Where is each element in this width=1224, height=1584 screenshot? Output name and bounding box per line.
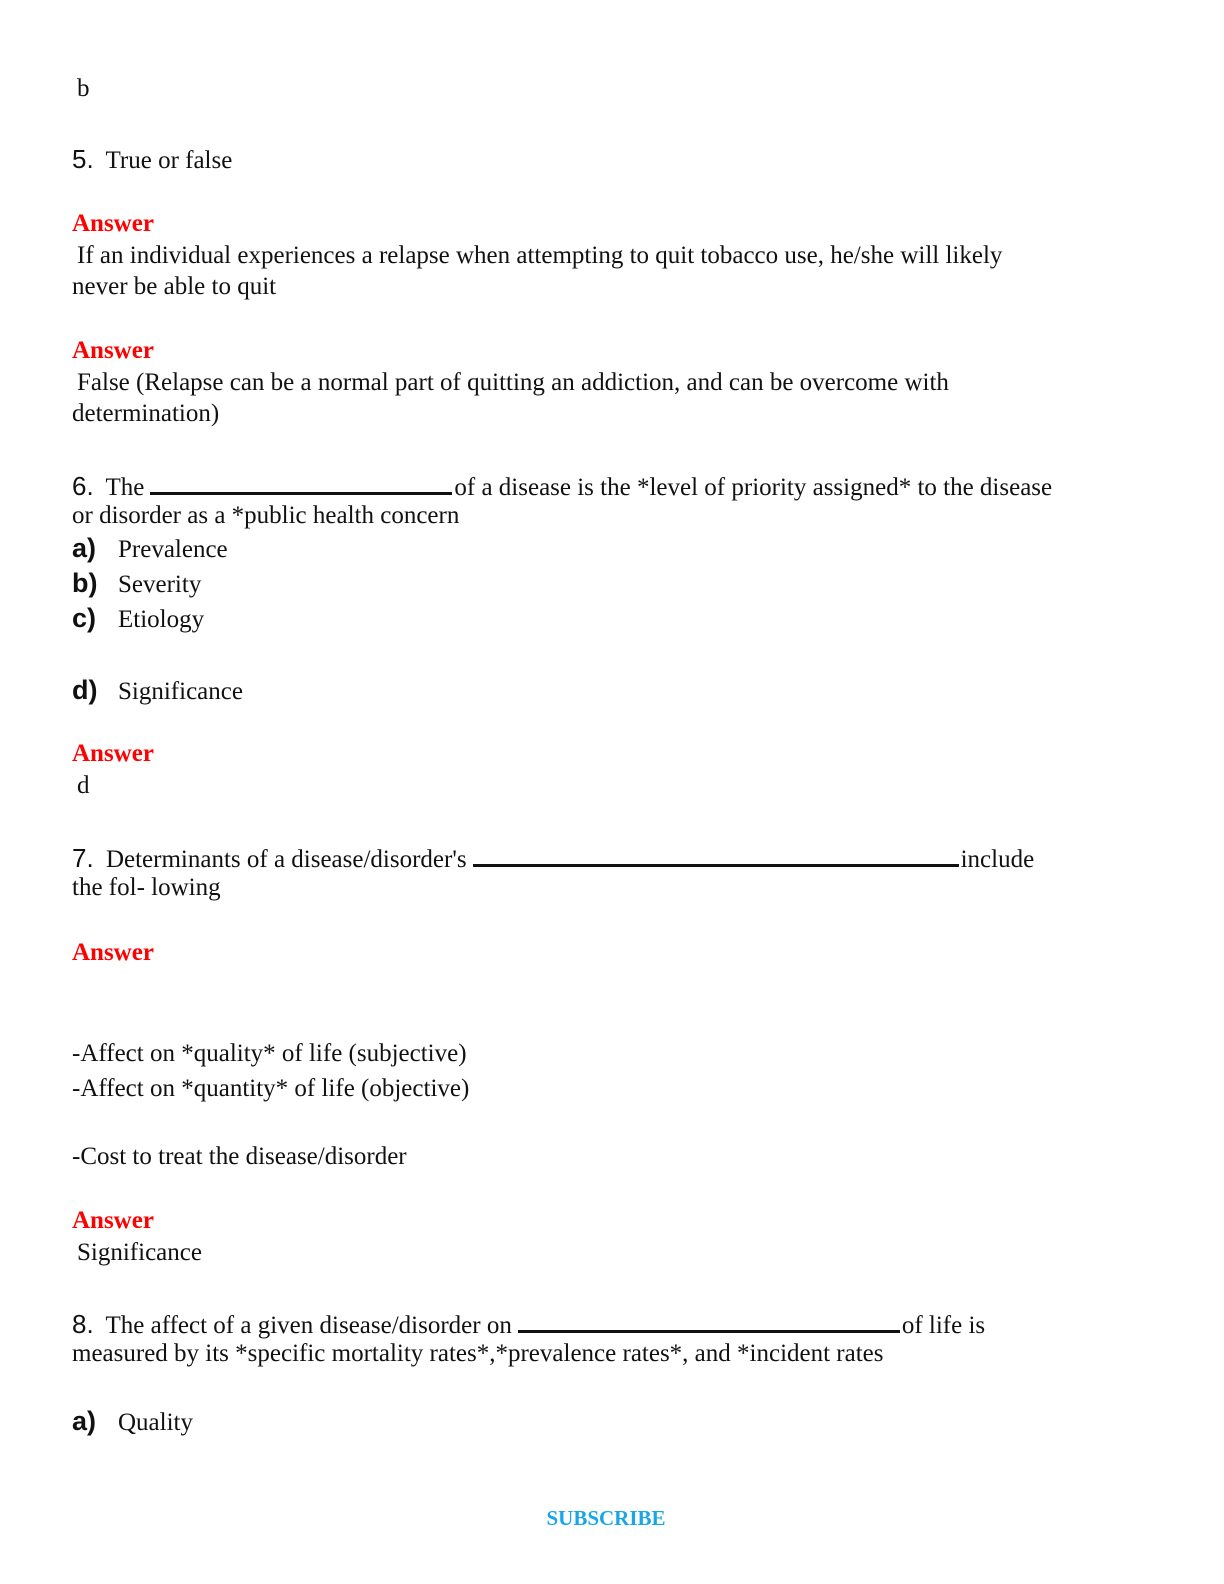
option-c <box>72 603 204 635</box>
question-6 <box>72 470 1052 503</box>
option-text: Prevalence <box>118 536 228 563</box>
question-7 <box>72 842 1034 875</box>
answer-text-line1: False (Relapse can be a normal part of quitting an addiction, and can be overcome with <box>77 369 949 396</box>
question-number: 8. <box>72 1309 94 1339</box>
question-number: 7. <box>72 843 94 873</box>
option-letter: b) <box>72 568 98 598</box>
answer-text: Significance <box>77 1239 202 1266</box>
list-item: -Affect on *quantity* of life (objective) <box>72 1075 470 1102</box>
option-a <box>72 1406 193 1438</box>
option-letter: c) <box>72 603 97 633</box>
question-prompt-start: Determinants of a disease/disorder's <box>105 846 467 873</box>
option-text: Quality <box>118 1409 193 1436</box>
option-a <box>72 533 228 565</box>
fill-in-blank <box>473 842 959 867</box>
answer-text: d <box>77 772 90 799</box>
list-item: -Cost to treat the disease/disorder <box>72 1143 407 1170</box>
question-number: 5. <box>72 144 94 174</box>
question-prompt-line2: the fol- lowing <box>72 874 221 901</box>
option-letter: a) <box>72 1406 97 1436</box>
fill-in-blank <box>518 1308 900 1333</box>
question-statement-line2: never be able to quit <box>72 273 277 300</box>
question-statement-line1: If an individual experiences a relapse when attempting to quit tobacco use, he/she will likely <box>77 242 1003 269</box>
question-prompt-start: The affect of a given disease/disorder on <box>105 1312 512 1339</box>
answer-label: Answer <box>72 337 154 364</box>
answer-label: Answer <box>72 740 154 767</box>
question-5 <box>72 144 232 176</box>
question-prompt-line2: measured by its *specific mortality rates*,*prevalence rates*, and *incident rates <box>72 1340 884 1367</box>
question-prompt-line2: or disorder as a *public health concern <box>72 502 460 529</box>
option-letter: a) <box>72 533 97 563</box>
list-item: -Affect on *quality* of life (subjective) <box>72 1040 467 1067</box>
fill-in-blank <box>150 470 452 495</box>
option-text: Etiology <box>118 606 205 633</box>
answer-text-line2: determination) <box>72 400 220 427</box>
question-prompt-end: of a disease is the *level of priority assigned* to the disease <box>454 474 1053 501</box>
question-number: 6. <box>72 471 94 501</box>
answer-label: Answer <box>72 210 154 237</box>
question-prompt-end: include <box>960 846 1035 873</box>
option-b <box>72 568 201 600</box>
option-text: Significance <box>118 678 243 705</box>
previous-answer-letter: b <box>77 75 90 102</box>
question-prompt: True or false <box>105 147 233 174</box>
question-8 <box>72 1308 985 1341</box>
answer-label: Answer <box>72 939 154 966</box>
question-prompt-end: of life is <box>901 1312 986 1339</box>
option-d <box>72 675 243 707</box>
answer-label: Answer <box>72 1207 154 1234</box>
option-letter: d) <box>72 675 98 705</box>
subscribe-link[interactable]: SUBSCRIBE <box>546 1506 666 1530</box>
option-text: Severity <box>118 571 202 598</box>
question-prompt-start: The <box>105 474 145 501</box>
